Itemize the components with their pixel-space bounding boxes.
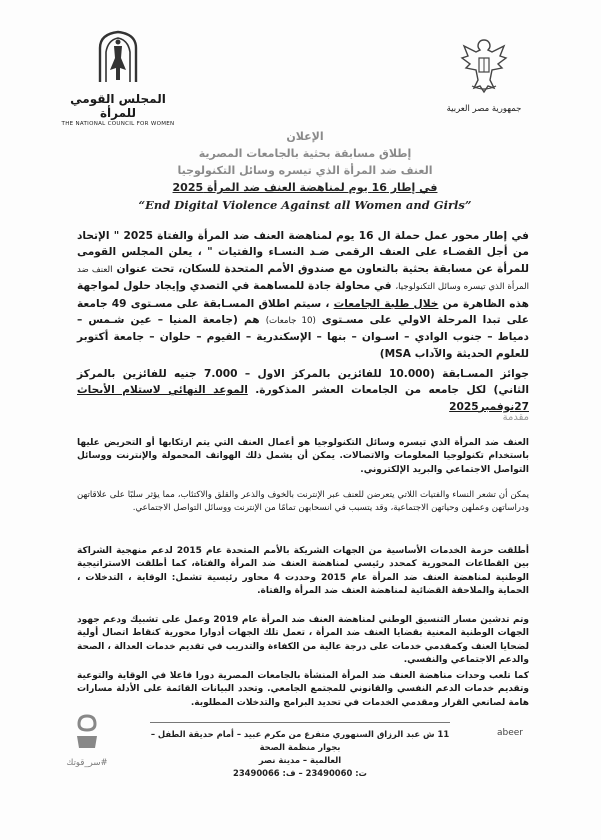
main-text-topic: العنف ضد المرأة الذي تيسره وسائل التكنولوجيا،	[77, 264, 529, 293]
announcement-line-2: العنف ضد المرأة الذي تيسره وسائل التكنولوجيا	[177, 164, 433, 177]
slogan-block	[52, 712, 122, 768]
government-header	[429, 34, 539, 114]
campaign-slogan-english: “End Digital Violence Against all Women and Girls”	[138, 198, 472, 212]
deadline-text: الموعد النهائي لاستلام الأبحاث 27نوفمبر2025	[77, 384, 529, 413]
campaign-hashtag: #سر_قوتك	[66, 758, 108, 768]
main-paragraph	[77, 228, 529, 362]
prize-paragraph	[77, 366, 529, 415]
main-text-part-1: في إطار محور عمل حملة ال 16 يوم لمناهضة العنف ضد المرأة والفتاة 2025 " الإتحاد من أجل القضـاء على العنف الرقمى ضـد النسـاء والفتيات " ، يعلن المجلس القومى للمرأة عن مسابقة بحثية بالتعاون مع صندوق الأمم المتحدة للسكان، تحت عنوان	[77, 230, 529, 275]
footer-address	[150, 728, 450, 780]
main-text-part-3: ، سيتم اطلاق المسـابقة على مسـتوى 49 جامعة على تبدا المرحلة الاولي على مسـتوى	[77, 297, 529, 327]
main-text-part-4: هم (جامعة المنيا – عين شـمس – دمياط – جنوب الوادي – اسـوان – بنها – الإسكندرية – الفيوم – حلوان – جامعة أكتوبر للعلوم الحديثة والآداب MSA)	[77, 314, 529, 360]
announcement-title: الإعلان	[286, 130, 324, 143]
announcement-line-1: إطلاق مسابقة بحثية بالجامعات المصرية	[198, 147, 412, 160]
main-text-students: خلال طلبة الجامعات	[333, 297, 439, 310]
main-text-count: (10 جامعات)	[265, 316, 316, 327]
council-name-arabic: المجلس القومي للمرأة	[70, 92, 166, 120]
eagle-emblem-icon	[456, 34, 512, 96]
announcement-block	[110, 128, 500, 214]
announcement-line-3: في إطار 16 يوم لمناهضة العنف ضد المرأة 2025	[172, 181, 438, 194]
intro-paragraph-1: العنف ضد المرأة الذي تيسره وسائل التكنولوجيا هو أعمال العنف التي يتم ارتكابها أو التحريض عليها باستخدام تكنولوجيا المعلومات والاتصالات. يمكن أن يشمل ذلك الهواتف المحمولة والإنترنت ووسائل التواصل الاجتماعي والبريد الإلكتروني.	[77, 438, 529, 475]
government-name: جمهورية مصر العربية	[446, 104, 522, 114]
author-label: abeer	[496, 728, 523, 738]
phone-fax: ت: 23490060 – ف: 23490066	[233, 768, 367, 778]
intro-paragraph-3: أطلقت حزمة الخدمات الأساسية من الجهات الشريكة بالأمم المتحدة عام 2015 لدعم منهجية الشراكة بين القطاعات المحورية كمحدد رئيسي لمناهضة العنف ضد المرأة والفتاة، كما أطلقت الاستراتيجية الوطنية لمناهضة العنف ضد المرأة عام 2015 وحددت 4 محاور رئيسية تشمل: الوقاية ، التدخلات ، الحماية والملاحقة القضائية لمناهضة العنف ضد المرأة والفتاة.	[77, 546, 529, 597]
prize-text: جوائز المسـابقة (10.000 للفائزين بالمركز الاول – 7.000 جنيه للفائزين بالمركز الثاني) لكل جامعه من الجامعات العشر المذكورة.	[77, 368, 529, 397]
council-header	[58, 28, 178, 127]
address-line-1: 11 ش عبد الرزاق السنهوري متفرع من مكرم عبيد – أمام حديقة الطفل – بجوار منظمة الصحة	[150, 729, 450, 752]
intro-paragraph-2: يمكن أن تشعر النساء والفتيات اللاتي يتعرضن للعنف عبر الإنترنت بالخوف والذعر والقلق والاكتئاب، مما يؤثر سلبًا على علاقاتهن ودراساتهن وعملهن وحياتهن الاجتماعية، وقد يتسبب في انسحابهن تمامًا من الإنترنت ووسائل التواصل الاجتماعي.	[77, 490, 529, 514]
address-line-2: العالمية – مدينة نصر	[258, 755, 342, 765]
council-name-english: THE NATIONAL COUNCIL FOR WOMEN	[61, 121, 175, 127]
council-logo-icon	[88, 28, 148, 86]
intro-paragraph-5: كما تلعب وحدات مناهضة العنف ضد المرأة المنشأة بالجامعات المصرية دورا فاعلا في الوقاية والتوعية وتقديم خدمات الدعم النفسي والقانوني للمجتمع الجامعي. وتحدد البيانات القائمة على الأدلة مسارات هامة لصانعي القرار ومقدمي الخدمات في تحديد البرامج والتدخلات المطلوبة.	[77, 671, 529, 708]
introduction-heading: مقدمة	[502, 412, 529, 423]
intro-paragraph-4: وتم تدشين مسار التنسيق الوطني لمناهضة العنف ضد المرأة عام 2019 وعمل على تشبيك ودعم جهود الجهات الوطنية المعنية بقضايا العنف ضد المرأة ، تعمل تلك الجهات أدوارا محورية كنقاط اتصال أولية لضحايا العنف وكمقدمي خدمات على درجة عالية من الكفاءة والتدريب في تقديم خدمات العدالة ، الصحة والدعم الاجتماعي والنفسي.	[77, 615, 529, 666]
footer-divider	[150, 722, 450, 723]
main-text-part-2: في محاولة جادة للمساهمة في التصدي وإيجاد حلول لمواجهة هذه الظاهرة من	[77, 280, 529, 310]
campaign-mark-icon	[69, 712, 105, 752]
